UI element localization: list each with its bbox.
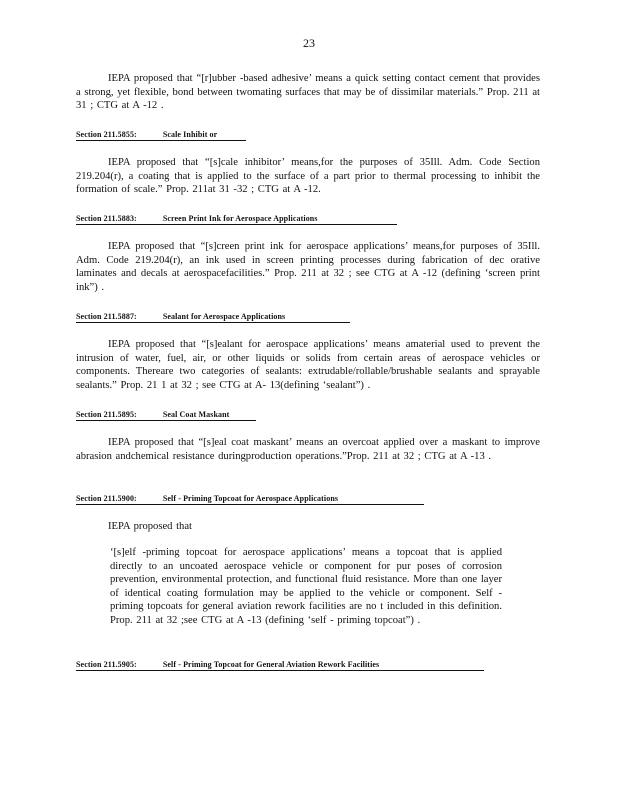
section-heading-5883	[76, 214, 318, 223]
paragraph-self-priming-intro	[76, 520, 540, 534]
paragraph-seal-coat-maskant	[76, 436, 540, 463]
section-number: Section 211.5905:	[76, 660, 137, 669]
section-number: Section 211.5887:	[76, 312, 137, 321]
section-number: Section 211.5895:	[76, 410, 137, 419]
section-title: Self - Priming Topcoat for Aerospace Applications	[162, 494, 339, 503]
heading-underline	[76, 224, 397, 225]
paragraph-scale-inhibitor	[76, 156, 540, 197]
paragraph-text: IEPA proposed that	[108, 521, 193, 532]
section-number: Section 211.5883:	[76, 214, 137, 223]
heading-underline	[76, 140, 246, 141]
section-heading-5905	[76, 660, 379, 669]
section-title: Self - Priming Topcoat for General Aviation Rework Facilities	[162, 660, 380, 669]
block-quote-self-priming-topcoat: ‘[s]elf -priming topcoat for aerospace applications’ means a topcoat that is applied directly to an uncoated aerospace vehicle or component for pur poses of corrosion prevention, environmental protection, and functional fluid resistance. More than one layer of identical coating formulation may be applied to the vehicle or component. Self -priming topcoats for general aviation rework facilities are no t included in this definition. Prop. 211 at 32 ;see CTG at A -13 (defining ‘self - priming topcoat”) .	[110, 547, 502, 626]
paragraph-text: IEPA proposed that “[s]eal coat maskant’ means an overcoat applied over a maskant to improve abrasion andchemical resistance duringproduction operations.”Prop. 211 at 32 ; CTG at A -13 .	[76, 437, 540, 462]
section-number: Section 211.5900:	[76, 494, 137, 503]
paragraph-text: IEPA proposed that “[r]ubber -based adhesive’ means a quick setting contact cement that provides a strong, yet flexible, bond between twomating surfaces that may be of dissimilar materials.” Prop. 211 at 31 ; CTG at A -12 .	[76, 73, 540, 111]
heading-underline	[76, 322, 350, 323]
heading-underline	[76, 504, 424, 505]
section-title: Sealant for Aerospace Applications	[162, 312, 286, 321]
page-number: 23	[303, 36, 315, 50]
heading-underline	[76, 670, 484, 671]
section-heading-5900	[76, 494, 338, 503]
heading-underline	[76, 420, 256, 421]
section-title: Scale Inhibit or	[162, 130, 218, 139]
section-heading-5887	[76, 312, 285, 321]
paragraph-text: IEPA proposed that “[s]creen print ink for aerospace applications’ means,for purposes of 35Ill. Adm. Code 219.204(r), an ink used in screen printing processes during fabrication of dec orative laminates and decals at aerospacefacilities.” Prop. 211 at 32 ; see CTG at A -12 (defining ‘screen print ink”) .	[76, 241, 540, 293]
section-title: Seal Coat Maskant	[162, 410, 230, 419]
paragraph-rubber-based-adhesive	[76, 72, 540, 113]
section-heading-5855	[76, 130, 217, 139]
paragraph-text: IEPA proposed that “[s]cale inhibitor’ means,for the purposes of 35Ill. Adm. Code Section 219.204(r), a coating that is applied to the surface of a part prior to thermal processing to inhibit the formation of scale.” Prop. 211at 31 -32 ; CTG at A -12.	[76, 157, 540, 195]
section-number: Section 211.5855:	[76, 130, 137, 139]
paragraph-sealant	[76, 338, 540, 392]
section-title: Screen Print Ink for Aerospace Applications	[162, 214, 318, 223]
section-heading-5895	[76, 410, 229, 419]
paragraph-screen-print-ink	[76, 240, 540, 294]
paragraph-text: IEPA proposed that “[s]ealant for aerospace applications’ means amaterial used to prevent the intrusion of water, fuel, air, or other liquids or solids from certain areas of aerospace vehicles or components. Thereare two categories of sealants: extrudable/rollable/brushable sealants and sprayable sealants.” Prop. 21 1 at 32 ; see CTG at A- 13(defining ‘sealant”) .	[76, 339, 540, 391]
